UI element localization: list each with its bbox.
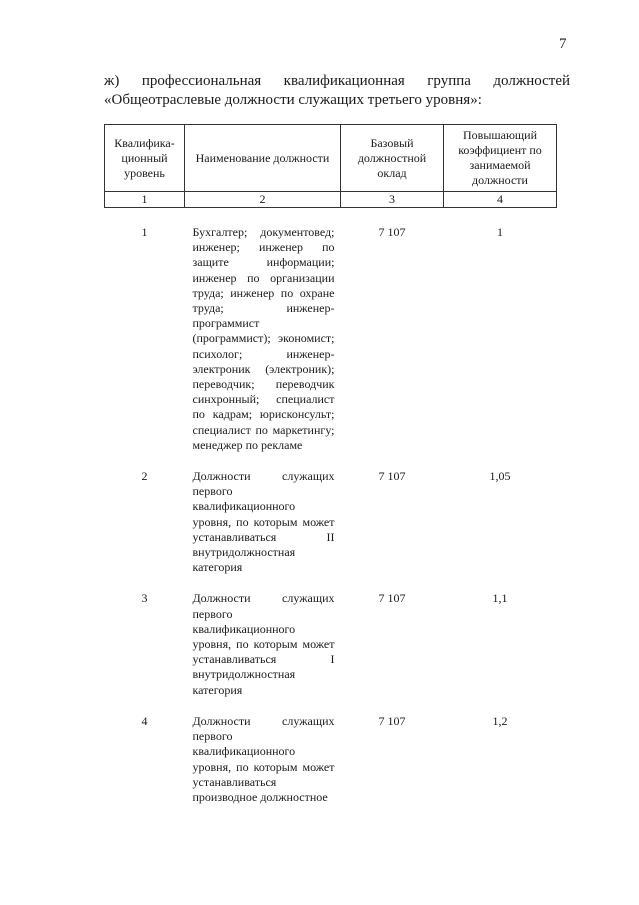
table-row [105,698,557,805]
base-salary-cell: 7 107 [378,225,406,239]
base-salary-cell: 7 107 [378,591,406,606]
column-number-1: 1 [105,192,185,208]
position-name: Бухгалтер; документовед; инженер; инженер по защите информации; инженер по организации труда; инженер по охране труда; инженер-программист (программист); экономист; психолог; инженер-электроник (электроник); переводчик; переводчик синхронный; специалист по кадрам; юрисконсульт; специалист по маркетингу; менеджер по рекламе [192,225,335,452]
level-cell: 1 [141,225,148,239]
position-cell [185,453,341,575]
table-row [105,575,557,697]
heading-line-1: ж) профессиональная квалификационная группа должностей [104,73,570,89]
page-number: 7 [559,36,567,52]
header-level: Квалифика-ционный уровень [105,125,185,192]
header-base-salary: Базовый должностной оклад [341,125,444,192]
base-salary-cell: 7 107 [378,713,406,728]
salary-table [104,124,557,805]
column-number-4: 4 [444,192,557,208]
level-cell: 2 [141,469,148,484]
position-name: Должности служащих первого квалификационного уровня, по которым может устанавливаться производное должностное [192,713,335,804]
position-name: Должности служащих первого квалификационного уровня, по которым может устанавливаться I внутридолжностная категория [192,591,335,697]
table-row [105,208,557,454]
position-cell [185,208,341,454]
table-row [105,453,557,575]
position-name: Должности служащих первого квалификационного уровня, по которым может устанавливаться II внутридолжностная категория [192,469,335,575]
level-cell: 4 [141,713,148,728]
position-cell [185,575,341,697]
position-cell [185,698,341,805]
level-cell: 3 [141,591,148,606]
column-number-3: 3 [341,192,444,208]
coefficient-cell: 1 [497,225,503,239]
coefficient-cell: 1,1 [492,591,508,606]
heading-line-2: «Общеотраслевые должности служащих третьего уровня»: [104,92,482,108]
header-coefficient: Повышающий коэффициент по занимаемой должности [444,125,557,192]
base-salary-cell: 7 107 [378,469,406,484]
section-heading [104,72,570,110]
header-position: Наименование должности [185,125,341,192]
coefficient-cell: 1,2 [492,713,508,728]
coefficient-cell: 1,05 [489,469,511,484]
column-number-2: 2 [185,192,341,208]
